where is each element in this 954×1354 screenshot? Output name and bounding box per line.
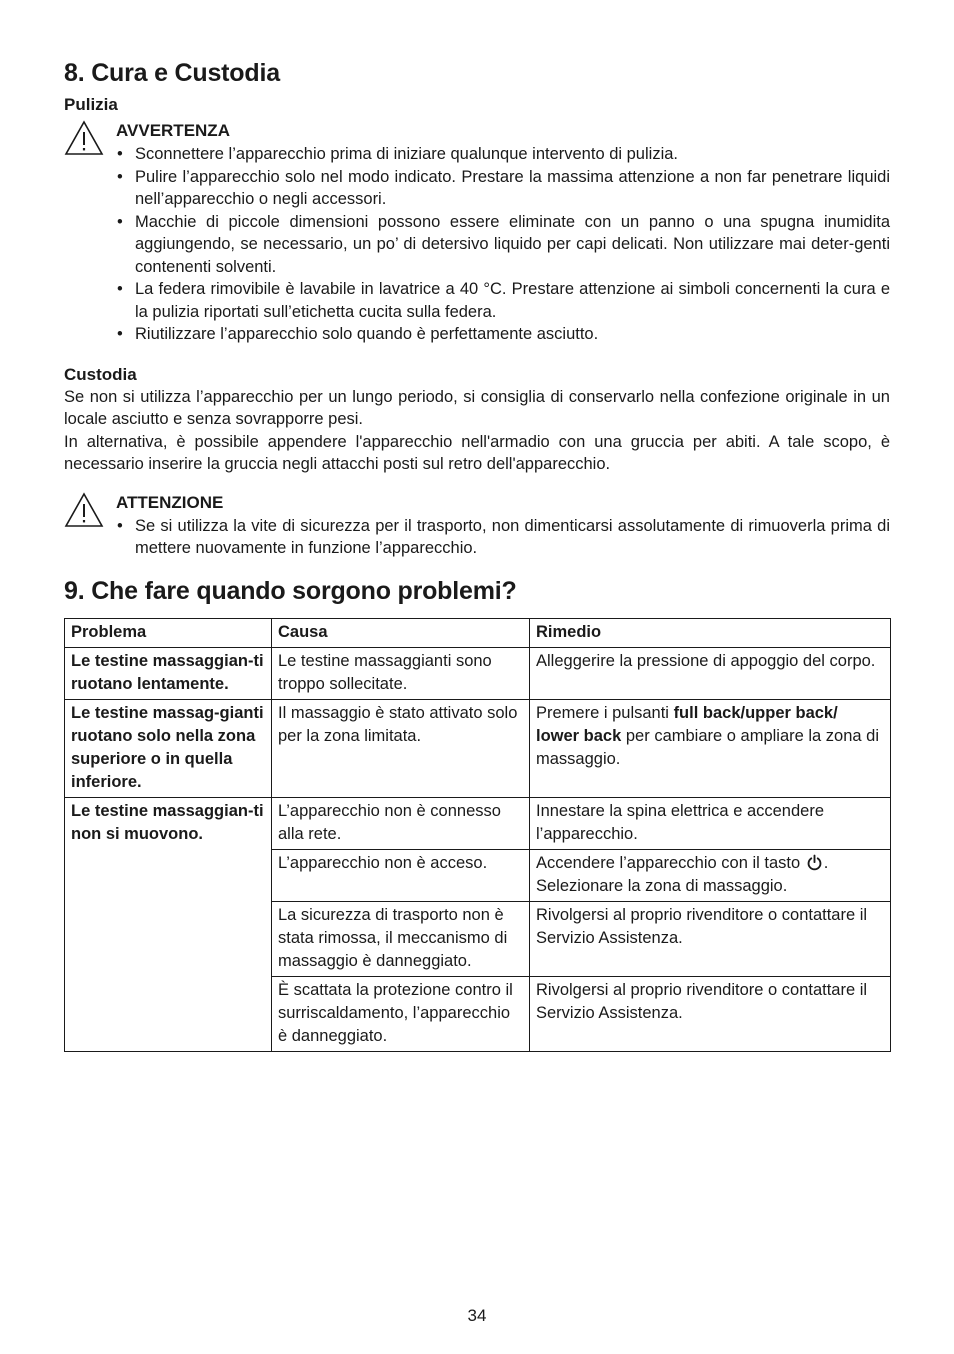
remedy-cell bbox=[530, 699, 891, 797]
list-item: • Sconnettere l’apparecchio prima di iniziare qualunque intervento di pulizia. bbox=[116, 143, 890, 166]
pulizia-heading: Pulizia bbox=[64, 95, 118, 114]
remedy-text: per cambiare o ampliare la zona di massaggio. bbox=[536, 726, 880, 768]
remedy-cell bbox=[530, 849, 891, 901]
document-page bbox=[64, 56, 890, 1052]
list-item: • Macchie di piccole dimensioni possono essere eliminate con un panno o una spugna inumidita aggiungendo, se necessario, un po’ di detersivo liquido per capi delicati. Non utilizzare mai deter-genti contenenti solventi. bbox=[116, 211, 890, 279]
warning-triangle-icon bbox=[64, 492, 104, 528]
page-number: 34 bbox=[467, 1306, 487, 1325]
section-9-title: 9. Che fare quando sorgono problemi? bbox=[64, 576, 517, 605]
remedy-cell: Rivolgersi al proprio rivenditore o contattare il Servizio Assistenza. bbox=[530, 976, 891, 1051]
cause-cell: È scattata la protezione contro il surriscaldamento, l’apparecchio è danneggiato. bbox=[272, 976, 530, 1051]
button-names: full back/upper back/ lower back bbox=[536, 703, 838, 745]
remedy-text: Premere i pulsanti bbox=[536, 703, 674, 722]
list-item: • Se si utilizza la vite di sicurezza per il trasporto, non dimenticarsi assolutamente di rimuoverla prima di mettere nuovamente in funzione l’apparecchio. bbox=[116, 515, 890, 560]
table-row bbox=[65, 797, 891, 849]
pulizia-warning-block bbox=[64, 119, 890, 346]
table-row bbox=[65, 647, 891, 699]
cause-cell: L’apparecchio non è acceso. bbox=[272, 849, 530, 901]
cause-cell: La sicurezza di trasporto non è stata rimossa, il meccanismo di massaggio è danneggiato. bbox=[272, 901, 530, 976]
custodia-paragraph: In alternativa, è possibile appendere l'apparecchio nell'armadio con una gruccia per abiti. A tale scopo, è necessario inserire la gruccia negli attacchi posti sul retro dell'apparecchio. bbox=[64, 432, 890, 473]
warning-triangle-icon bbox=[64, 120, 104, 156]
remedy-cell: Rivolgersi al proprio rivenditore o contattare il Servizio Assistenza. bbox=[530, 901, 891, 976]
remedy-cell: Innestare la spina elettrica e accendere l’apparecchio. bbox=[530, 797, 891, 849]
table-row bbox=[65, 699, 891, 797]
cause-cell: Le testine massaggianti sono troppo sollecitate. bbox=[272, 647, 530, 699]
cause-cell: Il massaggio è stato attivato solo per la zona limitata. bbox=[272, 699, 530, 797]
problem-cell: Le testine massag-gianti ruotano solo nella zona superiore o in quella inferiore. bbox=[65, 699, 272, 797]
pulizia-list bbox=[116, 143, 890, 346]
custodia-paragraph: Se non si utilizza l’apparecchio per un lungo periodo, si consiglia di conservarlo nella confezione originale in un locale asciutto e senza sovrapporre pesi. bbox=[64, 387, 890, 428]
list-item: • Riutilizzare l’apparecchio solo quando è perfettamente asciutto. bbox=[116, 323, 890, 346]
warning-title: AVVERTENZA bbox=[116, 121, 230, 140]
cause-cell: L’apparecchio non è connesso alla rete. bbox=[272, 797, 530, 849]
problem-cell: Le testine massaggian-ti ruotano lentamente. bbox=[65, 647, 272, 699]
list-item: • La federa rimovibile è lavabile in lavatrice a 40 °C. Prestare attenzione ai simboli concernenti la cura e la pulizia riportati sull’etichetta cucita sulla federa. bbox=[116, 278, 890, 323]
troubleshooting-table bbox=[64, 618, 891, 1052]
attention-block bbox=[64, 491, 890, 560]
power-icon bbox=[806, 854, 823, 871]
column-header-problema: Problema bbox=[65, 618, 272, 647]
remedy-text: . Selezionare la zona di massaggio. bbox=[536, 853, 829, 895]
table-header-row bbox=[65, 618, 891, 647]
remedy-text: Accendere l’apparecchio con il tasto bbox=[536, 853, 801, 872]
problem-cell: Le testine massaggian-ti non si muovono. bbox=[65, 797, 272, 1051]
list-item: • Pulire l’apparecchio solo nel modo indicato. Prestare la massima attenzione a non far penetrare liquidi nell’apparecchio o negli accessori. bbox=[116, 166, 890, 211]
column-header-causa: Causa bbox=[272, 618, 530, 647]
attention-title: ATTENZIONE bbox=[116, 492, 224, 512]
custodia-heading: Custodia bbox=[64, 364, 137, 384]
attention-list bbox=[116, 515, 890, 560]
remedy-cell: Alleggerire la pressione di appoggio del corpo. bbox=[530, 647, 891, 699]
column-header-rimedio: Rimedio bbox=[530, 618, 891, 647]
section-8-title: 8. Cura e Custodia bbox=[64, 59, 280, 87]
